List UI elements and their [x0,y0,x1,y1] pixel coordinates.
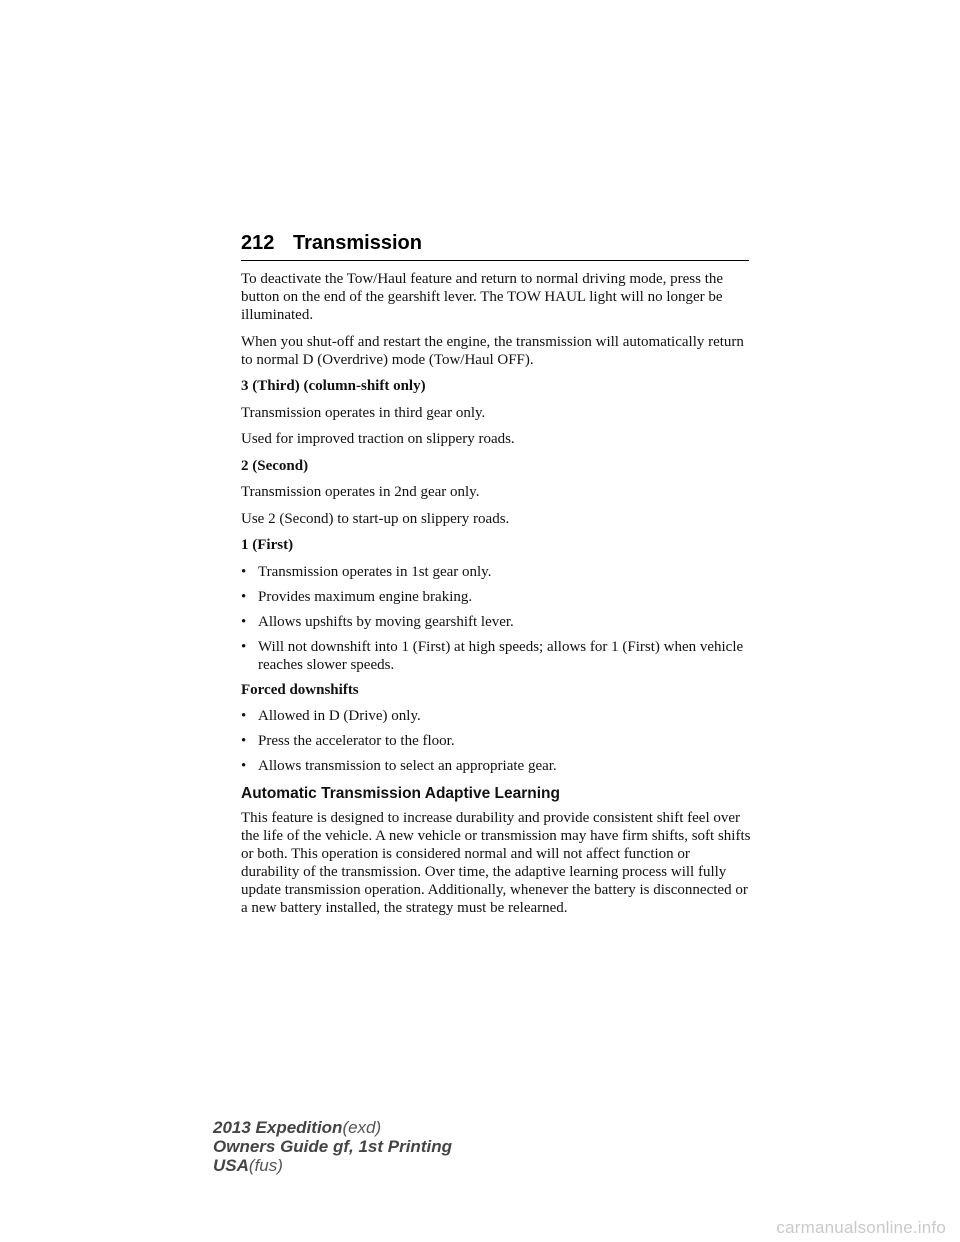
list-item-text: Press the accelerator to the floor. [258,733,455,749]
list-item [241,638,751,674]
paragraph-restart-engine: When you shut-off and restart the engine, the transmission will automatically return to normal D (Overdrive) mode (Tow/Haul OFF). [241,333,744,368]
list-item-text: Will not downshift into 1 (First) at high speeds; allows for 1 (First) when vehicle reaches slower speeds. [258,638,744,673]
list-item [241,613,751,631]
bullet-icon: • [241,563,247,580]
list-item [241,757,751,775]
paragraph-third-gear-2: Used for improved traction on slippery roads. [241,431,515,447]
paragraph-deactivate-tow-haul: To deactivate the Tow/Haul feature and return to normal driving mode, press the button on the end of the gearshift lever. The TOW HAUL light will no longer be illuminated. [241,271,724,323]
footer-market-code: (fus) [248,1156,283,1175]
bullet-icon: • [241,708,247,724]
footer-line-market [213,1156,452,1175]
bullet-icon: • [241,733,247,749]
heading-first-gear: 1 (First) [241,537,294,553]
footer-model: 2013 Expedition [213,1118,343,1137]
page-footer [213,1118,452,1175]
list-item [241,588,751,606]
page-number: 212 [241,232,275,254]
list-item-text: Provides maximum engine braking. [258,588,473,605]
bullet-icon: • [241,758,247,774]
list-item-text: Allowed in D (Drive) only. [258,708,421,724]
bullet-icon: • [241,638,247,655]
paragraph-third-gear-1: Transmission operates in third gear only. [241,404,486,421]
footer-line-model [213,1118,452,1137]
heading-third-gear: 3 (Third) (column-shift only) [241,378,426,394]
list-item [241,563,751,581]
list-item [241,707,751,725]
list-item-text: Allows transmission to select an appropriate gear. [258,758,557,774]
footer-printing: Owners Guide gf, 1st Printing [213,1137,452,1156]
paragraph-adaptive-learning: This feature is designed to increase durability and provide consistent shift feel over the life of the vehicle. A new vehicle or transmission may have firm shifts, soft shifts or both. This operation is considered normal and will not affect function or durability of the transmission. Over time, the adaptive learning process will fully update transmission operation. Additionally, whenever the battery is disconnected or a new battery installed, the strategy must be relearned. [241,810,751,916]
list-item-text: Transmission operates in 1st gear only. [258,563,492,580]
bullet-icon: • [241,613,247,630]
heading-second-gear: 2 (Second) [241,457,309,474]
list-item [241,732,751,750]
list-item-text: Allows upshifts by moving gearshift lever. [258,613,514,630]
heading-adaptive-learning: Automatic Transmission Adaptive Learning [241,785,560,802]
page-content [241,270,751,926]
heading-forced-downshifts: Forced downshifts [241,681,359,698]
footer-market: USA [213,1156,249,1175]
bullet-icon: • [241,588,247,605]
page-header [241,230,749,261]
watermark: carmanualsonline.info [776,1218,946,1237]
paragraph-second-gear-2: Use 2 (Second) to start-up on slippery roads. [241,510,510,527]
footer-model-code: (exd) [342,1118,382,1137]
section-title: Transmission [293,232,422,254]
paragraph-second-gear-1: Transmission operates in 2nd gear only. [241,484,480,500]
